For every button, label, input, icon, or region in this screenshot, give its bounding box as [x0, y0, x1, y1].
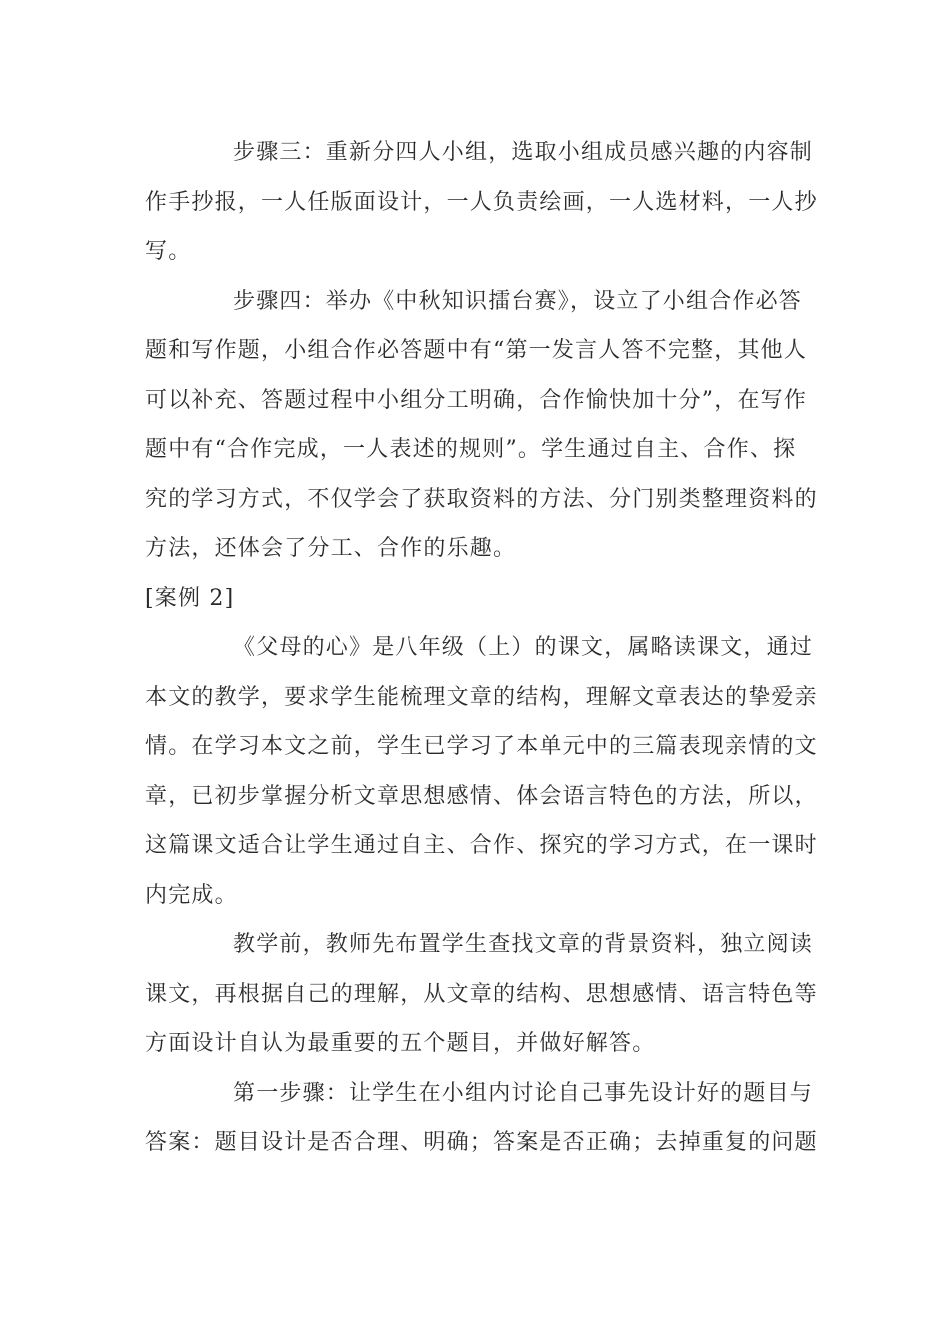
text-line: 这篇课文适合让学生通过自主、合作、探究的学习方式，在一课时 [145, 833, 818, 858]
text-line: 作手抄报，一人任版面设计，一人负责绘画，一人选材料，一人抄 [145, 189, 818, 215]
text-line: 课文，再根据自己的理解，从文章的结构、思想感情、语言特色等 [145, 981, 818, 1007]
text-line: 步骤三：重新分四人小组，选取小组成员感兴趣的内容制 [233, 140, 814, 165]
text-line: 章，已初步掌握分析文章思想感情、体会语言特色的方法，所以， [145, 783, 818, 809]
case-heading-text: [案例 2] [145, 585, 235, 611]
text-line: 方面设计自认为最重要的五个题目，并做好解答。 [145, 1031, 656, 1056]
text-line: 究的学习方式，不仅学会了获取资料的方法、分门别类整理资料的 [145, 486, 818, 512]
text-line: 本文的教学，要求学生能梳理文章的结构，理解文章表达的挚爱亲 [145, 684, 818, 710]
text-line: 可以补充、答题过程中小组分工明确，合作愉快加十分”，在写作 [145, 387, 808, 413]
text-line: 方法，还体会了分工、合作的乐趣。 [145, 536, 517, 561]
case-heading [145, 574, 795, 624]
text-line: 写。 [145, 239, 192, 264]
document-body [145, 128, 818, 1168]
text-line: 答案：题目设计是否合理、明确；答案是否正确；去掉重复的问题 [145, 1130, 818, 1155]
paragraph-case-intro [145, 623, 818, 920]
paragraph-step-four [145, 277, 818, 574]
text-line: 题和写作题，小组合作必答题中有“第一发言人答不完整，其他人 [145, 338, 808, 363]
text-line: 第一步骤：让学生在小组内讨论自己事先设计好的题目与 [233, 1080, 814, 1106]
paragraph-step-one [145, 1069, 818, 1168]
paragraph-before-teaching [145, 920, 818, 1069]
text-line: 情。在学习本文之前，学生已学习了本单元中的三篇表现亲情的文 [145, 734, 818, 759]
text-line: 步骤四：举办《中秋知识擂台赛》，设立了小组合作必答 [233, 288, 803, 314]
text-line: 教学前，教师先布置学生查找文章的背景资料，独立阅读 [233, 932, 814, 957]
paragraph-step-three [145, 128, 818, 277]
text-line: 《父母的心》是八年级（上）的课文，属略读课文，通过 [233, 635, 814, 660]
text-line: 题中有“合作完成，一人表述的规则”。学生通过自主、合作、探 [145, 437, 797, 462]
text-line: 内完成。 [145, 882, 238, 908]
